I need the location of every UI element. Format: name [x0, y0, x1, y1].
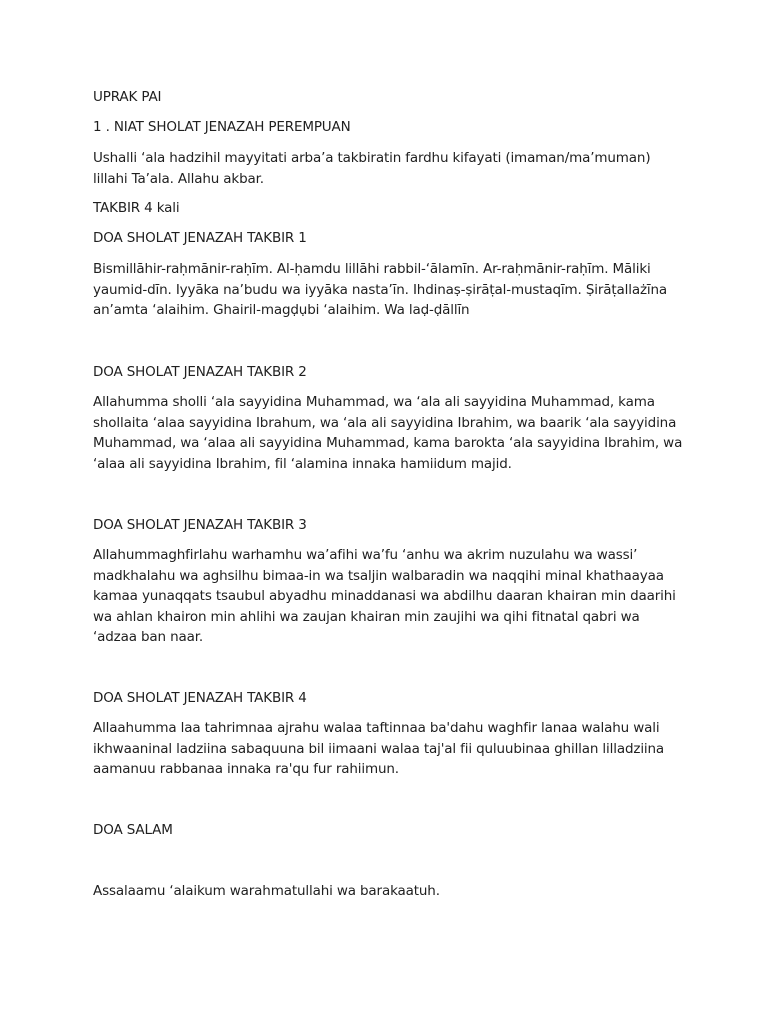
- niat-paragraph: Ushalli ‘ala hadzihil mayyitati arba’a takbiratin fardhu kifayati (imaman/ma’muman) lillahi Ta’ala. Allahu akbar.: [93, 150, 651, 187]
- takbir-2-paragraph: Allahumma sholli ‘ala sayyidina Muhammad, wa ‘ala ali sayyidina Muhammad, kama shollaita ‘alaa sayyidina Ibrahum, wa ‘ala ali sayyidina Ibrahim, wa baarik ‘ala sayyidina Muhammad, wa ‘alaa ali sayyidina Muhammad, kama barokta ‘ala sayyidina Ibrahim, wa ‘alaa ali sayyidina Ibrahim, fil ‘alamina innaka hamiidum majid.: [93, 394, 683, 472]
- section-heading-takbir-2: DOA SHOLAT JENAZAH TAKBIR 2: [93, 364, 307, 380]
- section-heading-takbir-1: DOA SHOLAT JENAZAH TAKBIR 1: [93, 230, 307, 246]
- section-heading-salam: DOA SALAM: [93, 822, 173, 838]
- section-heading-niat: 1 . NIAT SHOLAT JENAZAH PEREMPUAN: [93, 119, 351, 135]
- salam-paragraph: Assalaamu ‘alaikum warahmatullahi wa barakaatuh.: [93, 883, 440, 899]
- section-heading-takbir-4: DOA SHOLAT JENAZAH TAKBIR 4: [93, 690, 307, 706]
- section-heading-takbir-3: DOA SHOLAT JENAZAH TAKBIR 3: [93, 517, 307, 533]
- takbir-4-paragraph: Allaahumma laa tahrimnaa ajrahu walaa taftinnaa ba'dahu waghfir lanaa walahu wali ikhwaaninal ladziina sabaquuna bil iimaani walaa taj'al fii quluubinaa ghillan lilladziina aamanuu rabbanaa innaka ra'qu fur rahiimun.: [93, 720, 665, 778]
- takbir-count-line: TAKBIR 4 kali: [93, 200, 180, 216]
- takbir-3-paragraph: Allahummaghfirlahu warhamhu wa’afihi wa’fu ‘anhu wa akrim nuzulahu wa wassi’ madkhalahu wa aghsilhu bimaa-in wa tsaljin walbaradin wa naqqihi minal khathaayaa kamaa yunaqqats tsaubul abyadhu minaddanasi wa abdilhu daaran khairan min daarihi wa ahlan khairon min ahlihi wa zaujan khairan min zaujihi wa qihi fitnatal qabri wa ‘adzaa ban naar.: [93, 547, 676, 646]
- takbir-1-paragraph: Bismillāhir-raḥmānir-raḥīm. Al-ḥamdu lillāhi rabbil-‘ālamīn. Ar-raḥmānir-raḥīm. Māliki yaumid-dīn. Iyyāka na’budu wa iyyāka nasta’īn. Ihdinaṣ-ṣirāṭal-mustaqīm. Ṣirāṭallażīna an’amta ‘alaihim. Ghairil-magḍụbi ‘alaihim. Wa laḍ-ḍāllīn: [93, 261, 668, 319]
- document-title: UPRAK PAI: [93, 89, 162, 105]
